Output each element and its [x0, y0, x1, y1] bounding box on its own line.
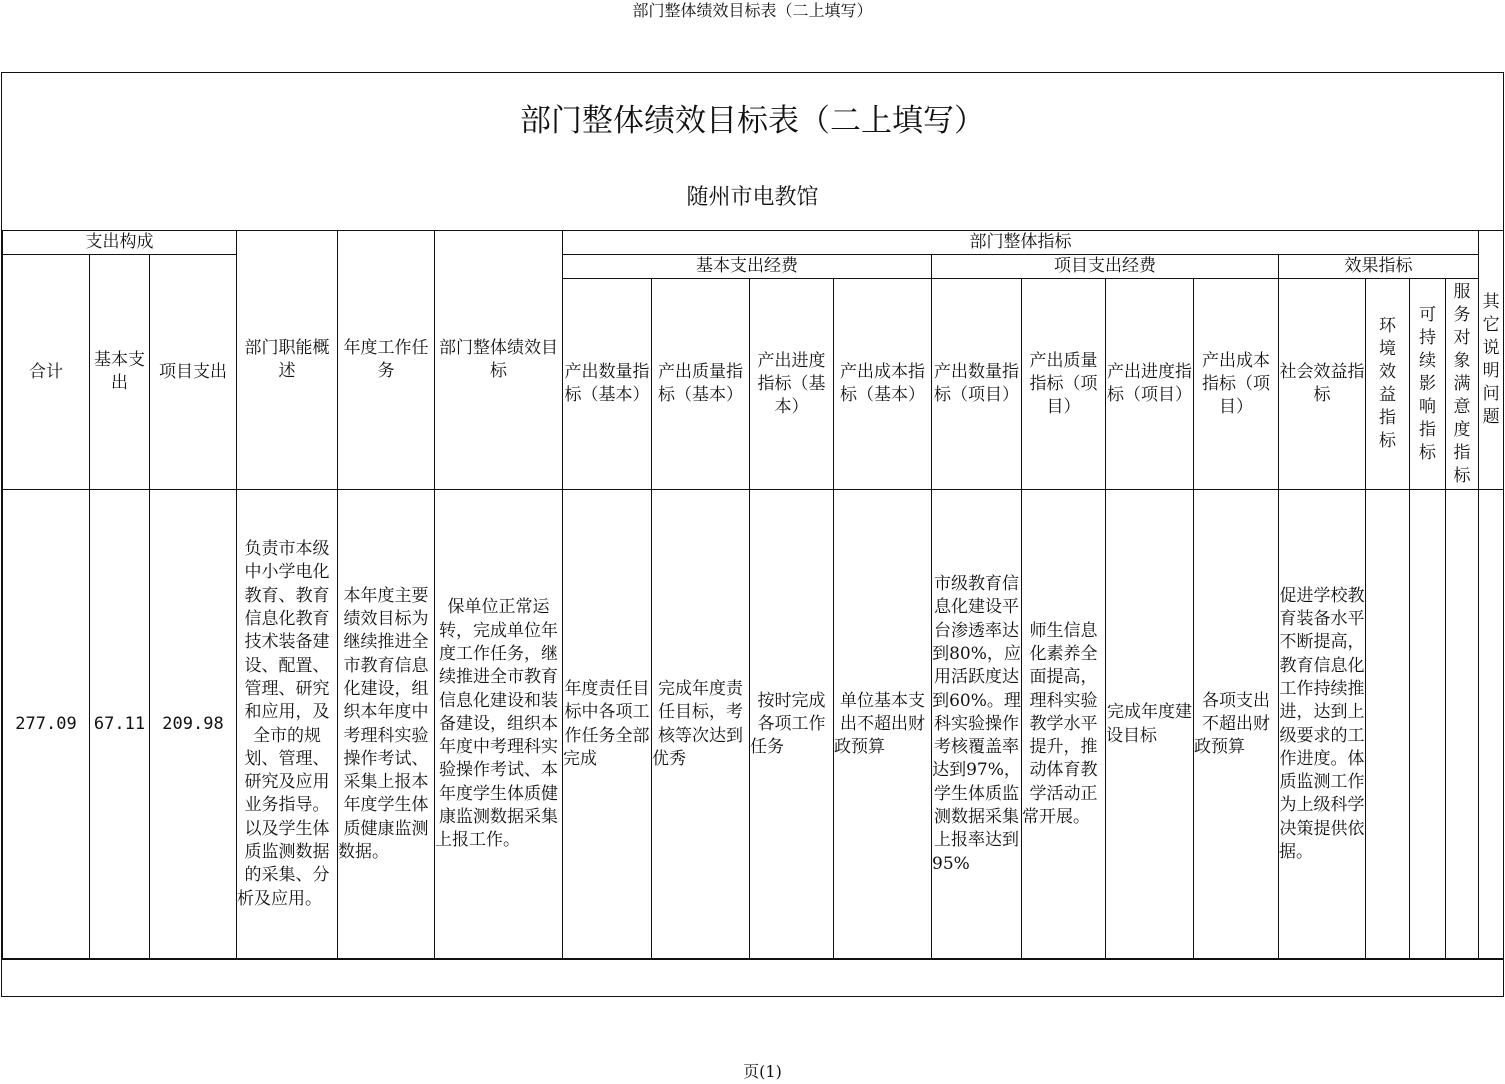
header-basic-progress: 产出进度指标（基本） — [750, 279, 834, 490]
cell-annual-task: 本年度主要绩效目标为继续推进全市教育信息化建设，组织本年度中考理科实验操作考试、采集上报本年度学生体质健康监测数据。 — [338, 490, 435, 960]
header-basic-cost: 产出成本指标（基本） — [834, 279, 932, 490]
header-basic-expense: 基本支出 — [90, 255, 150, 490]
header-effect-indicators: 效果指标 — [1279, 255, 1479, 279]
header-basic-funds: 基本支出经费 — [563, 255, 932, 279]
header-project-funds: 项目支出经费 — [932, 255, 1279, 279]
header-basic-qty: 产出数量指标（基本） — [563, 279, 652, 490]
header-social-benefit: 社会效益指标 — [1279, 279, 1366, 490]
running-header: 部门整体绩效目标表（二上填写） — [632, 1, 873, 20]
header-satisfaction: 服务对象满意度指标 — [1446, 279, 1479, 490]
cell-sustainable — [1410, 490, 1446, 960]
cell-basic-expense: 67.11 — [90, 490, 150, 960]
cell-dept-function: 负责市本级中小学电化教育、教育信息化教育技术装备建设、配置、管理、研究和应用，及全市的规划、管理、研究及应用业务指导。以及学生体质监测数据的采集、分析及应用。 — [237, 490, 338, 960]
header-dept-goal: 部门整体绩效目标 — [435, 231, 563, 490]
header-proj-quality: 产出质量指标（项目） — [1022, 279, 1106, 490]
cell-proj-progress: 完成年度建设目标 — [1106, 490, 1194, 960]
table-row — [3, 490, 1504, 960]
cell-basic-progress: 按时完成各项工作任务 — [750, 490, 834, 960]
header-dept-indicators: 部门整体指标 — [563, 231, 1479, 255]
cell-basic-cost: 单位基本支出不超出财政预算 — [834, 490, 932, 960]
header-total: 合计 — [3, 255, 90, 490]
header-project-expense: 项目支出 — [150, 255, 237, 490]
page-number: 页(1) — [743, 1062, 782, 1081]
cell-basic-qty: 年度责任目标中各项工作任务全部完成 — [563, 490, 652, 960]
cell-project-expense: 209.98 — [150, 490, 237, 960]
cell-proj-cost: 各项支出不超出财政预算 — [1194, 490, 1279, 960]
header-other-notes: 其它说明问题 — [1479, 231, 1504, 490]
sheet-title: 部门整体绩效目标表（二上填写） — [520, 103, 985, 139]
header-proj-progress: 产出进度指标（项目） — [1106, 279, 1194, 490]
header-proj-qty: 产出数量指标（项目） — [932, 279, 1022, 490]
cell-other-notes — [1479, 490, 1504, 960]
cell-basic-quality: 完成年度责任目标，考核等次达到优秀 — [652, 490, 750, 960]
header-sustainable: 可持续影响指标 — [1410, 279, 1446, 490]
bottom-divider — [2, 958, 1503, 959]
cell-dept-goal: 保单位正常运转，完成单位年度工作任务，继续推进全市教育信息化建设和装备建设，组织本年度中考理科实验操作考试、本年度学生体质健康监测数据采集上报工作。 — [435, 490, 563, 960]
header-annual-task: 年度工作任务 — [338, 231, 435, 490]
cell-proj-qty: 市级教育信息化建设平台渗透率达到80%，应用活跃度达到60%。理科实验操作考核覆盖率达到97%，学生体质监测数据采集上报率达到95% — [932, 490, 1022, 960]
cell-satisfaction — [1446, 490, 1479, 960]
header-row-2 — [3, 255, 1504, 279]
header-env-benefit: 环境效益指标 — [1366, 279, 1410, 490]
header-row-1 — [3, 231, 1504, 255]
cell-env-benefit — [1366, 490, 1410, 960]
performance-table — [2, 230, 1504, 960]
header-expense-structure: 支出构成 — [3, 231, 237, 255]
header-dept-function: 部门职能概述 — [237, 231, 338, 490]
cell-social-benefit: 促进学校教育装备水平不断提高，教育信息化工作持续推进，达到上级要求的工作进度。体质监测工作为上级科学决策提供依据。 — [1279, 490, 1366, 960]
header-basic-quality: 产出质量指标（基本） — [652, 279, 750, 490]
department-name: 随州市电教馆 — [686, 185, 819, 210]
cell-proj-quality: 师生信息化素养全面提高，理科实验教学水平提升，推动体育教学活动正常开展。 — [1022, 490, 1106, 960]
header-proj-cost: 产出成本指标（项目） — [1194, 279, 1279, 490]
cell-total: 277.09 — [3, 490, 90, 960]
performance-sheet — [1, 72, 1504, 997]
